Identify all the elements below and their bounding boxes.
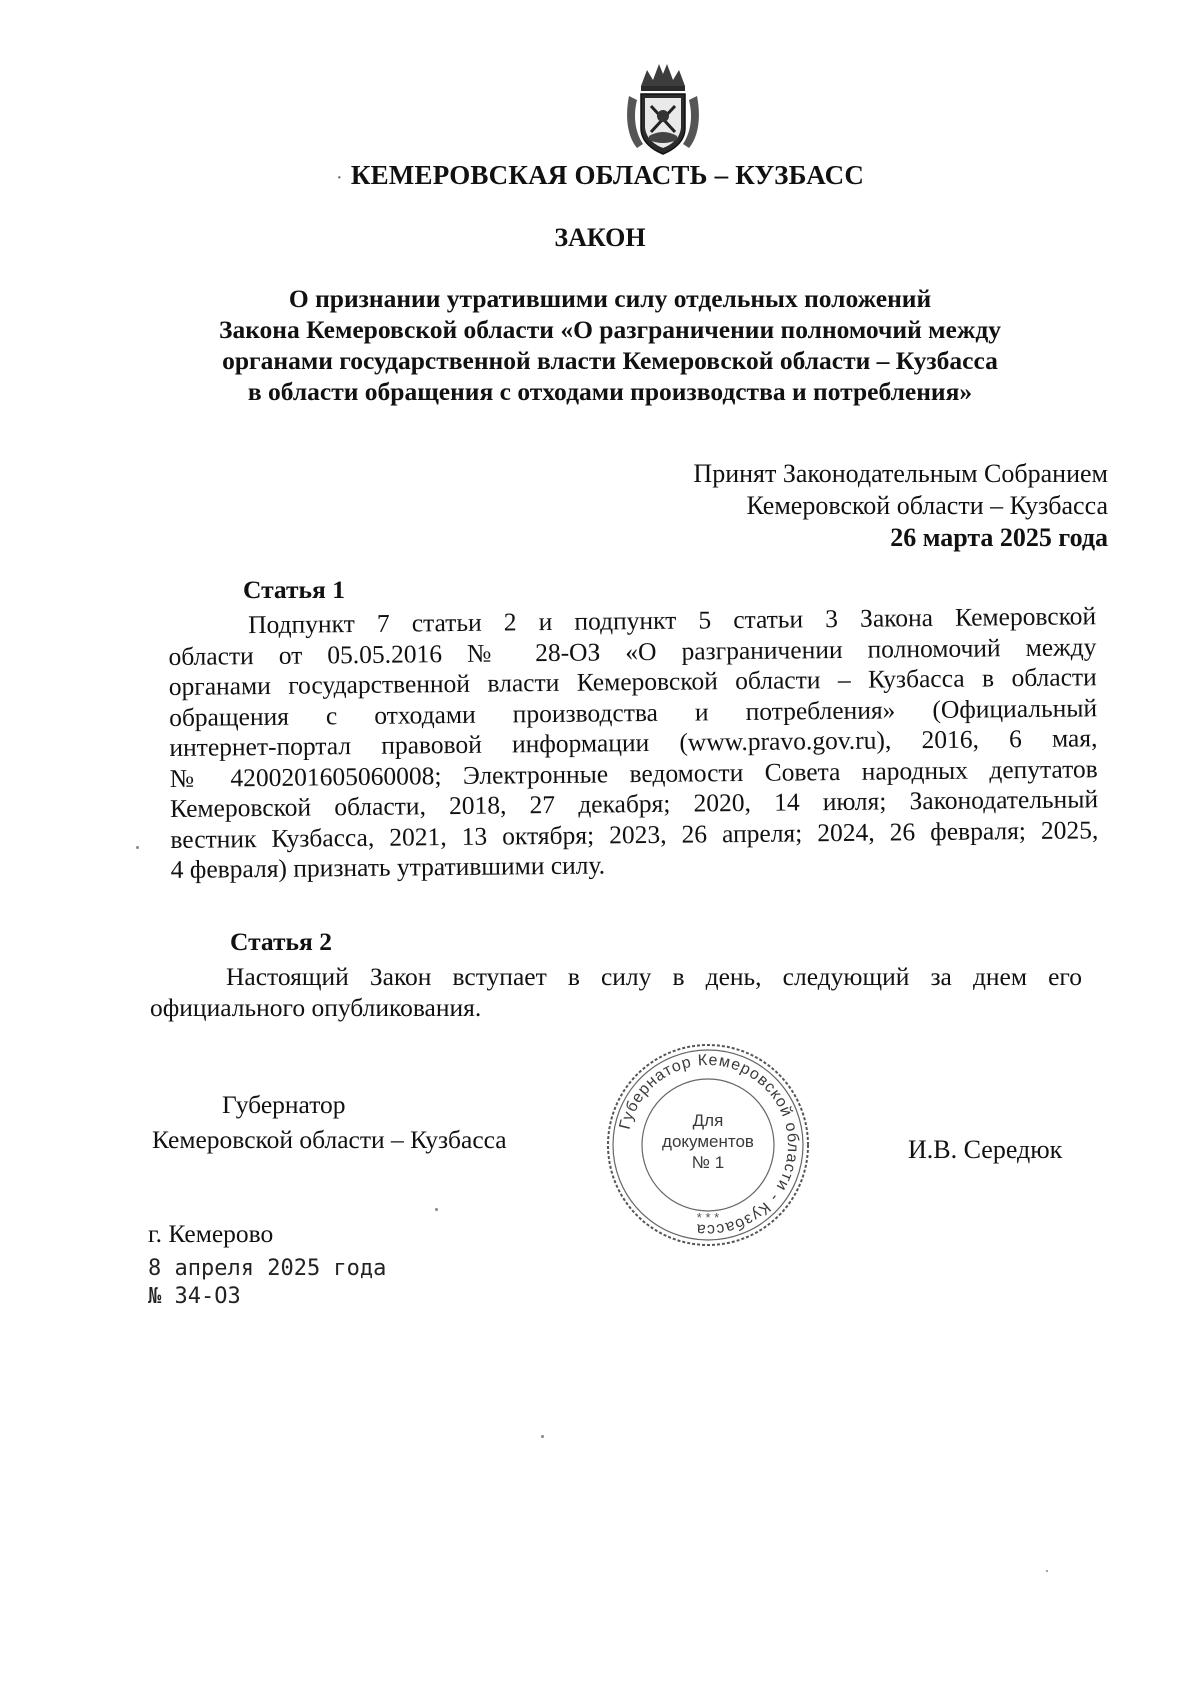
law-title-line: Закона Кемеровской области «О разграничении полномочий между: [218, 315, 1001, 344]
law-title: [120, 283, 1100, 407]
region-heading: [0, 160, 1200, 191]
article-2-heading: Статья 2: [230, 927, 332, 956]
article-1-heading: Статья 1: [243, 575, 345, 604]
law-title-line: в области обращения с отходами производства и потребления»: [247, 377, 973, 406]
adoption-block: [693, 458, 1108, 554]
article-1-text: [168, 601, 1099, 885]
scan-speck: [136, 846, 139, 849]
article-1-line: обращения с отходами производства и потребления» (Официальный: [168, 692, 1098, 732]
law-number: № 34-ОЗ: [148, 1284, 241, 1309]
signing-place: г. Кемерово: [148, 1219, 274, 1248]
governor-region: Кемеровской области – Кузбасса: [152, 1125, 507, 1154]
article-1-line: № 4200201605060008; Электронные ведомости Совета народных депутатов: [169, 753, 1098, 793]
article-1-line: Кемеровской области, 2018, 27 декабря; 2020, 14 июля; Законодательный: [169, 784, 1099, 823]
stamp-ring-text: Губернатор Кемеровской области - Кузбасса: [616, 1051, 802, 1239]
article-1-line: области от 05.05.2016 № 28-ОЗ «О разграничении полномочий между: [168, 631, 1097, 671]
signing-date: 8 апреля 2025 года: [148, 1256, 387, 1281]
article-2-line: официального опубликования.: [150, 992, 482, 1022]
stamp-center-text: [603, 1110, 813, 1173]
scan-speck: [1046, 1570, 1048, 1572]
article-1-line: вестник Кузбасса, 2021, 13 октября; 2023, 26 апреля; 2024, 26 февраля; 2025,: [170, 814, 1099, 854]
stamp-center-line: Для: [692, 1111, 724, 1130]
official-stamp: [603, 1040, 813, 1250]
article-2-line: Настоящий Закон вступает в силу в день, следующий за днем его: [226, 962, 1082, 991]
scan-speck: [435, 1208, 438, 1211]
scan-speck: ·: [335, 167, 343, 189]
signer-name: И.В. Середюк: [908, 1135, 1063, 1164]
law-title-line: органами государственной власти Кемеровской области – Кузбасса: [222, 346, 998, 375]
document-type: ЗАКОН: [554, 223, 646, 252]
article-1-line: органами государственной власти Кемеровской области – Кузбасса в области: [168, 662, 1097, 701]
coat-of-arms-emblem: [621, 56, 705, 160]
law-title-line: О признании утратившими силу отдельных положений: [288, 284, 932, 313]
article-1-line: Подпункт 7 статьи 2 и подпункт 5 статьи 3 Закона Кемеровской: [247, 601, 1097, 640]
article-1-line: 4 февраля) признать утратившими силу.: [170, 850, 606, 884]
coat-of-arms-icon: [621, 56, 705, 160]
article-2-text: [150, 962, 1082, 1023]
stamp-center-line: № 1: [691, 1153, 725, 1172]
article-1-line: интернет-портал правовой информации (www.pravo.gov.ru), 2016, 6 мая,: [169, 723, 1098, 762]
governor-title: Губернатор: [222, 1090, 346, 1119]
stamp-center-line: документов: [662, 1132, 754, 1151]
scan-speck: [541, 1435, 544, 1438]
adoption-date: 26 марта 2025 года: [890, 523, 1108, 552]
stamp-bottom-mark: * * *: [696, 1210, 720, 1225]
adoption-body-line: Кемеровской области – Кузбасса: [746, 491, 1108, 520]
region-name: КЕМЕРОВСКАЯ ОБЛАСТЬ – КУЗБАСС: [350, 160, 865, 190]
adoption-body-line: Принят Законодательным Собранием: [693, 459, 1108, 488]
